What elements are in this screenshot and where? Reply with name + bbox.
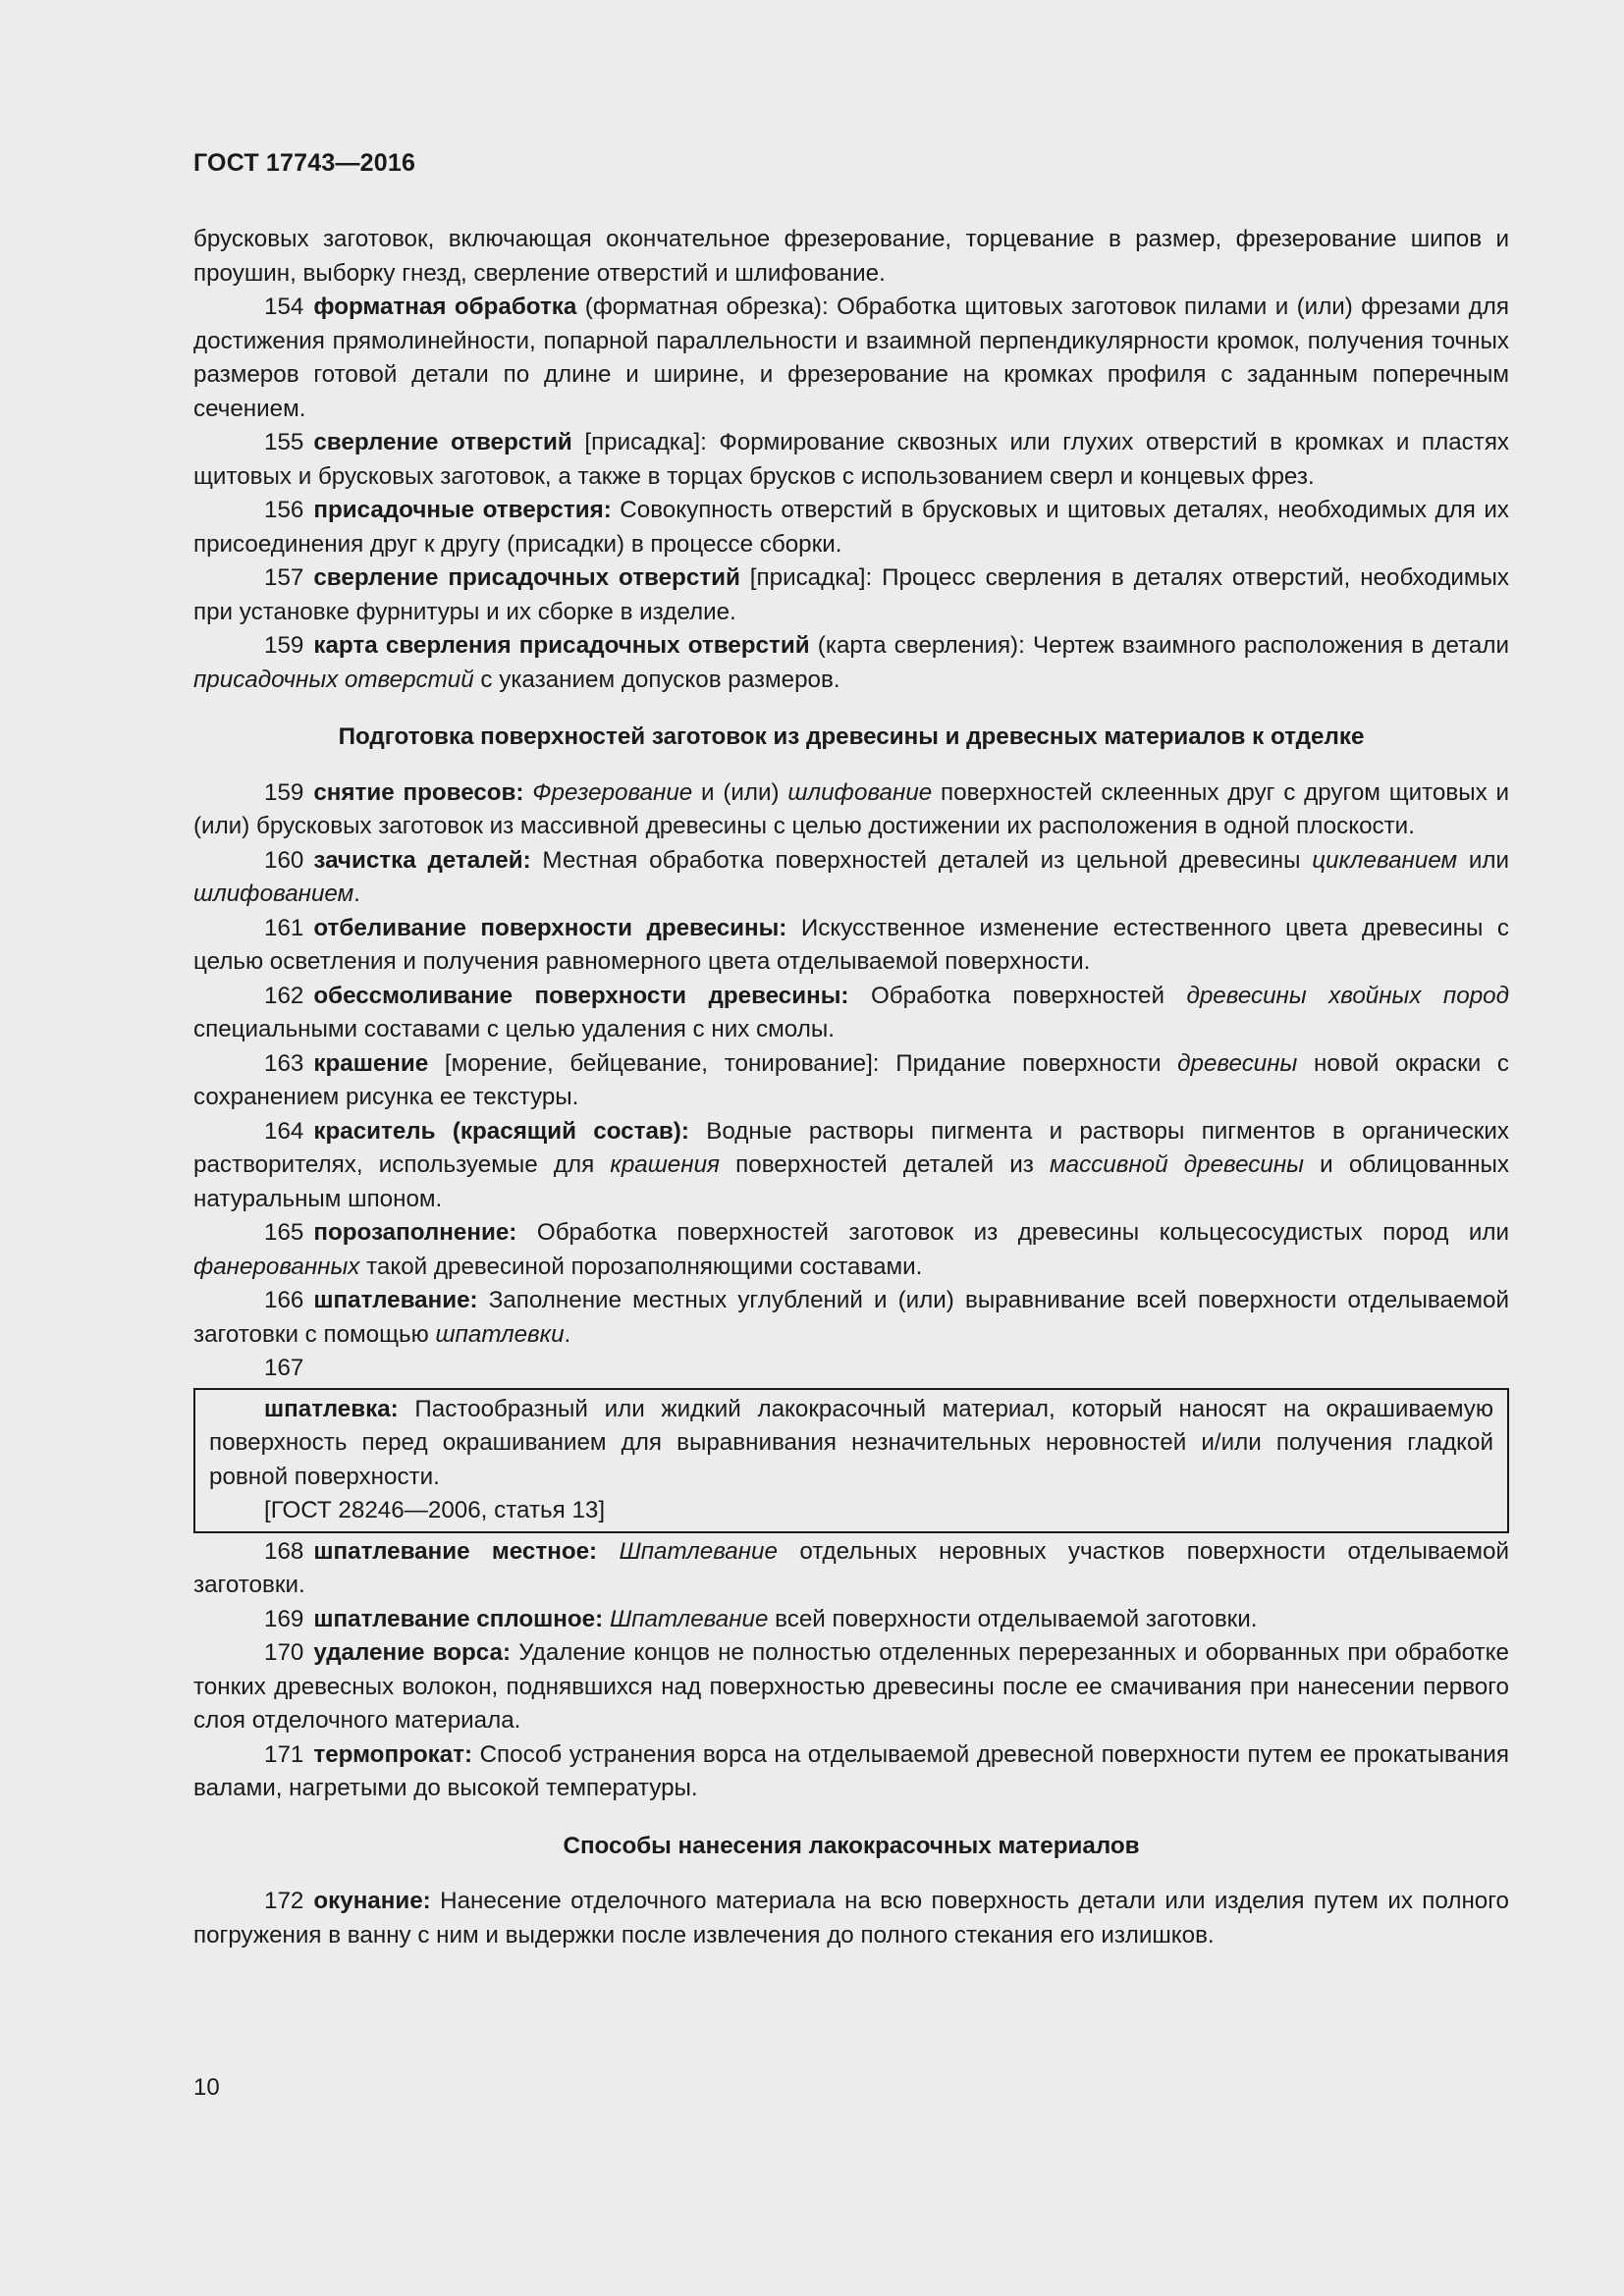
entry-italic-ref: циклеванием — [1312, 846, 1458, 874]
entry-text: всей поверхности отделываемой заготовки. — [768, 1605, 1258, 1632]
entry-number: 160 — [264, 846, 304, 874]
entry-text: такой древесиной порозаполняющими составами. — [359, 1253, 923, 1280]
entry-text: Обработка поверхностей — [848, 982, 1187, 1009]
entry-italic-ref: древесины хвойных пород — [1186, 982, 1509, 1009]
entry-term: сверление отверстий — [313, 429, 572, 455]
entry-number: 168 — [264, 1537, 304, 1565]
entry-text — [523, 779, 532, 806]
page-number: 10 — [193, 2074, 220, 2101]
entry-text: поверхностей склеенных друг с другом щитовых и (или) брусковых заготовок из массивной древесины с целью достижении их расположения в одной плоскости. — [193, 778, 1509, 839]
term-entry — [193, 1216, 1509, 1284]
entry-italic-ref: шлифование — [787, 778, 933, 806]
entry-text: Пастообразный или жидкий лакокрасочный материал, который наносят на окрашиваемую поверхность перед окрашиванием для выравнивания незначительных неровностей и/или получения гладкой ровной поверхности. — [209, 1395, 1493, 1490]
term-entry — [193, 1284, 1509, 1352]
entry-text: и облицованных натуральным шпоном. — [193, 1151, 1510, 1212]
term-entry — [193, 776, 1509, 844]
entry-number: 167 — [264, 1355, 304, 1381]
entry-italic-ref: фанерованных — [193, 1253, 360, 1280]
entry-term: присадочные отверстия: — [313, 497, 612, 523]
entry-italic-ref: Шпатлевание — [609, 1605, 769, 1632]
entry-text: Искусственное изменение естественного цвета древесины с целью осветления и получения равномерного цвета отделываемой поверхности. — [193, 914, 1509, 975]
entry-term: окунание: — [313, 1888, 431, 1914]
entry-italic-ref: древесины — [1177, 1049, 1298, 1077]
entry-text: Водные растворы пигмента и растворы пигментов в органических растворителях, используемые для — [193, 1117, 1509, 1178]
term-entry — [193, 1738, 1509, 1806]
entry-term: сверление присадочных отверстий — [313, 564, 740, 591]
entry-text: или — [1457, 846, 1509, 874]
entries-group-c — [193, 1535, 1509, 1806]
entry-text: Способ устранения ворса на отделываемой древесной поверхности путем ее прокатывания валами, нагретыми до высокой температуры. — [193, 1740, 1509, 1801]
entry-text: новой окраски с сохранением рисунка ее текстуры. — [193, 1049, 1509, 1110]
entry-text: поверхностей деталей из — [719, 1151, 1051, 1178]
term-entry — [193, 1603, 1509, 1637]
entry-text: Обработка поверхностей заготовок из древесины кольцесосудистых пород или — [516, 1219, 1509, 1246]
entry-number: 156 — [264, 497, 304, 523]
entry-number: 161 — [264, 914, 304, 941]
entry-number: 164 — [264, 1117, 304, 1145]
term-entry — [193, 494, 1509, 561]
entry-number: 172 — [264, 1888, 304, 1914]
entry-text: (карта сверления): Чертеж взаимного расположения в детали — [809, 632, 1509, 659]
intro-paragraph: брусковых заготовок, включающая окончательное фрезерование, торцевание в размер, фрезерование шипов и проушин, выборку гнезд, сверление отверстий и шлифование. — [193, 226, 1509, 287]
entry-number: 154 — [264, 294, 304, 320]
term-entry — [193, 1047, 1509, 1115]
term-entry — [193, 1885, 1509, 1952]
entry-term: крашение — [313, 1049, 429, 1077]
entry-text: Удаление концов не полностью отделенных перерезанных и оборванных при обработке тонких древесных волокон, поднявшихся над поверхностью древесины после ее смачивания при нанесении первого слоя отделочного материала. — [193, 1639, 1509, 1734]
term-entry — [193, 426, 1509, 494]
entry-italic-ref: массивной древесины — [1050, 1151, 1304, 1178]
entry-text: Совокупность отверстий в брусковых и щитовых деталях, необходимых для их присоединения друг к другу (присадки) в процессе сборки. — [193, 497, 1509, 558]
term-entry — [193, 291, 1509, 426]
entry-term: отбеливание поверхности древесины: — [313, 914, 787, 941]
entry-italic-ref: Фрезерование — [532, 778, 693, 806]
entry-number: 166 — [264, 1287, 304, 1313]
entry-term: удаление ворса: — [313, 1639, 512, 1666]
entry-term: зачистка деталей: — [313, 846, 531, 874]
entry-term: шпатлевание: — [313, 1287, 478, 1313]
entry-italic-ref: шпатлевки — [435, 1320, 565, 1348]
entry-167-definition — [209, 1393, 1493, 1495]
entry-italic-ref: шлифованием — [193, 881, 354, 907]
entry-term: шпатлевание местное: — [313, 1537, 598, 1565]
entry-text: (форматная обрезка): Обработка щитовых заготовок пилами и (или) фрезами для достижения прямолинейности, попарной параллельности и взаимной перпендикулярности кромок, получения точных размеров готовой детали по длине и ширине, и фрезерование на кромках профиля с заданным поперечным сечением. — [193, 294, 1509, 422]
entry-text: . — [564, 1320, 571, 1348]
term-entry — [193, 1115, 1509, 1217]
standard-reference: [ГОСТ 28246—2006, статья 13] — [264, 1497, 606, 1523]
entry-text: специальными составами с целью удаления с них смолы. — [193, 1016, 835, 1042]
entry-term: карта сверления присадочных отверстий — [313, 632, 810, 659]
standard-reference-box — [193, 1388, 1509, 1533]
document-body — [193, 223, 1509, 1952]
entry-text — [597, 1538, 619, 1565]
section-heading-coating-methods: Способы нанесения лакокрасочных материалов — [563, 1832, 1140, 1859]
entry-number: 171 — [264, 1740, 304, 1768]
entry-text: с указанием допусков размеров. — [473, 666, 840, 693]
entry-term: шпатлевка: — [264, 1395, 399, 1422]
entry-number: 155 — [264, 429, 304, 455]
term-entry — [193, 1636, 1509, 1738]
term-entry — [193, 629, 1509, 697]
entry-text: [присадка]: Формирование сквозных или глухих отверстий в кромках и пластях щитовых и брусковых заготовок, а также в торцах брусков с использованием сверл и концевых фрез. — [193, 429, 1510, 490]
entries-group-b — [193, 776, 1509, 1353]
section-heading-surface-prep: Подготовка поверхностей заготовок из древесины и древесных материалов к отделке — [338, 723, 1365, 750]
entry-term: снятие провесов: — [313, 778, 524, 806]
term-entry — [193, 912, 1509, 980]
entry-text: Заполнение местных углублений и (или) выравнивание всей поверхности отделываемой заготовки с помощью — [193, 1287, 1509, 1348]
entry-text: отдельных неровных участков поверхности отделываемой заготовки. — [193, 1537, 1509, 1598]
document-header: ГОСТ 17743—2016 — [193, 149, 416, 177]
entry-italic-ref: Шпатлевание — [619, 1537, 778, 1565]
entries-group-a — [193, 291, 1509, 697]
entry-term: форматная обработка — [313, 294, 577, 320]
entry-text: . — [353, 881, 360, 907]
entry-text: [присадка]: Процесс сверления в деталях отверстий, необходимых при установке фурнитуры и их сборке в изделие. — [193, 564, 1509, 625]
entry-text — [603, 1606, 610, 1632]
term-entry — [193, 1535, 1509, 1603]
entry-number: 163 — [264, 1049, 304, 1077]
entry-term: порозаполнение: — [313, 1219, 517, 1246]
term-entry — [193, 844, 1509, 912]
entries-group-d — [193, 1885, 1509, 1952]
entry-number: 159 — [264, 778, 304, 806]
entry-italic-ref: крашения — [610, 1151, 720, 1178]
entry-number: 157 — [264, 564, 304, 591]
entry-text: Местная обработка поверхностей деталей из цельной древесины — [530, 846, 1313, 874]
entry-italic-ref: присадочных отверстий — [193, 666, 474, 693]
entry-term: шпатлевание сплошное: — [313, 1605, 604, 1632]
entry-text: Нанесение отделочного материала на всю поверхность детали или изделия путем их полного погружения в ванну с ним и выдержки после извлечения до полного стекания его излишков. — [193, 1888, 1509, 1949]
entry-number-167 — [193, 1352, 1509, 1386]
entry-number: 165 — [264, 1219, 304, 1246]
entry-term: термопрокат: — [313, 1740, 473, 1768]
entry-term: обессмоливание поверхности древесины: — [313, 982, 849, 1009]
term-entry — [193, 980, 1509, 1047]
entry-text: [морение, бейцевание, тонирование]: Придание поверхности — [428, 1049, 1178, 1077]
entry-number: 159 — [264, 632, 304, 659]
entry-text: и (или) — [692, 778, 788, 806]
entry-term: краситель (красящий состав): — [313, 1117, 689, 1145]
entry-number: 170 — [264, 1639, 304, 1666]
term-entry — [193, 561, 1509, 629]
entry-number: 169 — [264, 1605, 304, 1632]
entry-number: 162 — [264, 982, 304, 1009]
